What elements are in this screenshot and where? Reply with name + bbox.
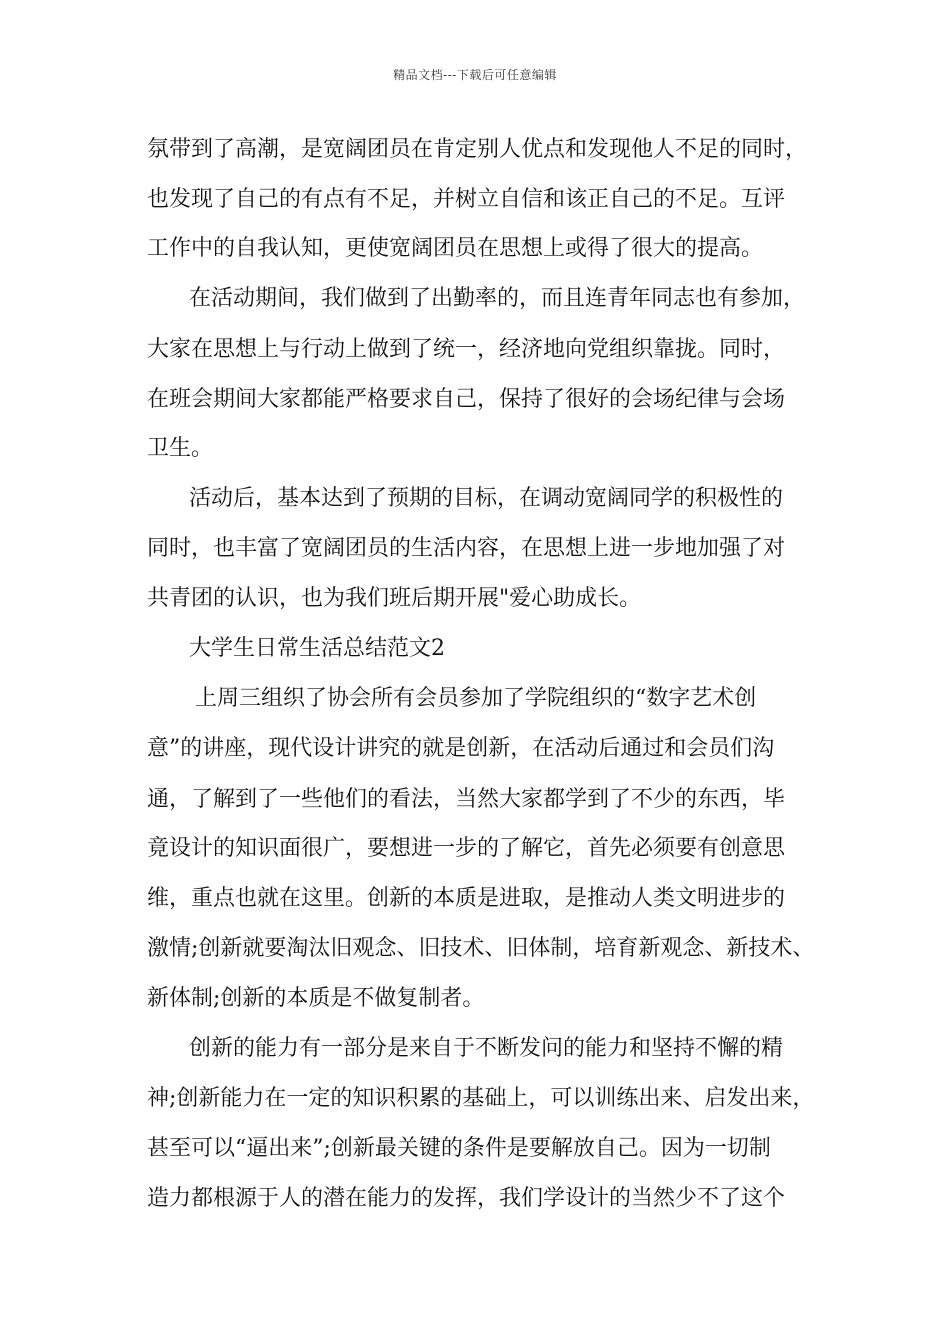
text-line-10: 共青团的认识，也为我们班后期开展"爱心助成长。 (147, 586, 642, 611)
text-line-21: 甚至可以“逼出来”;创新最关键的条件是要解放自己。因为一切制 (147, 1136, 771, 1161)
text-line-2: 也发现了自己的有点有不足，并树立自信和该正自己的不足。互评 (147, 187, 786, 212)
text-line-20: 神;创新能力在一定的知识积累的基础上，可以训练出来、启发出来， (147, 1086, 815, 1111)
text-line-9: 同时，也丰富了宽阔团员的生活内容，在思想上进一步地加强了对 (147, 536, 786, 561)
text-line-18: 新体制;创新的本质是不做复制者。 (147, 986, 485, 1011)
text-line-6: 在班会期间大家都能严格要求自己，保持了很好的会场纪律与会场 (147, 387, 786, 412)
text-line-12: 上周三组织了协会所有会员参加了学院组织的“数字艺术创 (195, 686, 757, 711)
text-line-17: 激情;创新就要淘汰旧观念、旧技术、旧体制，培育新观念、新技术、 (147, 936, 815, 961)
text-line-4: 在活动期间，我们做到了出勤率的，而且连青年同志也有参加， (189, 286, 806, 311)
text-line-14: 通，了解到了一些他们的看法，当然大家都学到了不少的东西，毕 (147, 787, 786, 812)
text-line-15: 竟设计的知识面很广，要想进一步的了解它，首先必须要有创意思 (147, 836, 786, 861)
text-line-1: 氛带到了高潮，是宽阔团员在肯定别人优点和发现他人不足的同时， (147, 137, 808, 162)
text-line-16: 维，重点也就在这里。创新的本质是进取，是推动人类文明进步的 (147, 886, 786, 911)
text-line-7: 卫生。 (147, 436, 214, 461)
text-line-5: 大家在思想上与行动上做到了统一，经济地向党组织靠拢。同时， (147, 337, 786, 362)
text-line-19: 创新的能力有一部分是来自于不断发问的能力和坚持不懈的精 (189, 1036, 784, 1061)
page-header: 精品文档---下载后可任意编辑 (393, 68, 557, 82)
text-line-22: 造力都根源于人的潜在能力的发挥，我们学设计的当然少不了这个 (147, 1186, 786, 1211)
text-line-3: 工作中的自我认知，更使宽阔团员在思想上或得了很大的提高。 (147, 236, 764, 261)
text-line-13: 意”的讲座，现代设计讲究的就是创新，在活动后通过和会员们沟 (147, 736, 775, 761)
section-heading: 大学生日常生活总结范文2 (189, 636, 445, 661)
text-line-8: 活动后，基本达到了预期的目标，在调动宽阔同学的积极性的 (189, 486, 784, 511)
